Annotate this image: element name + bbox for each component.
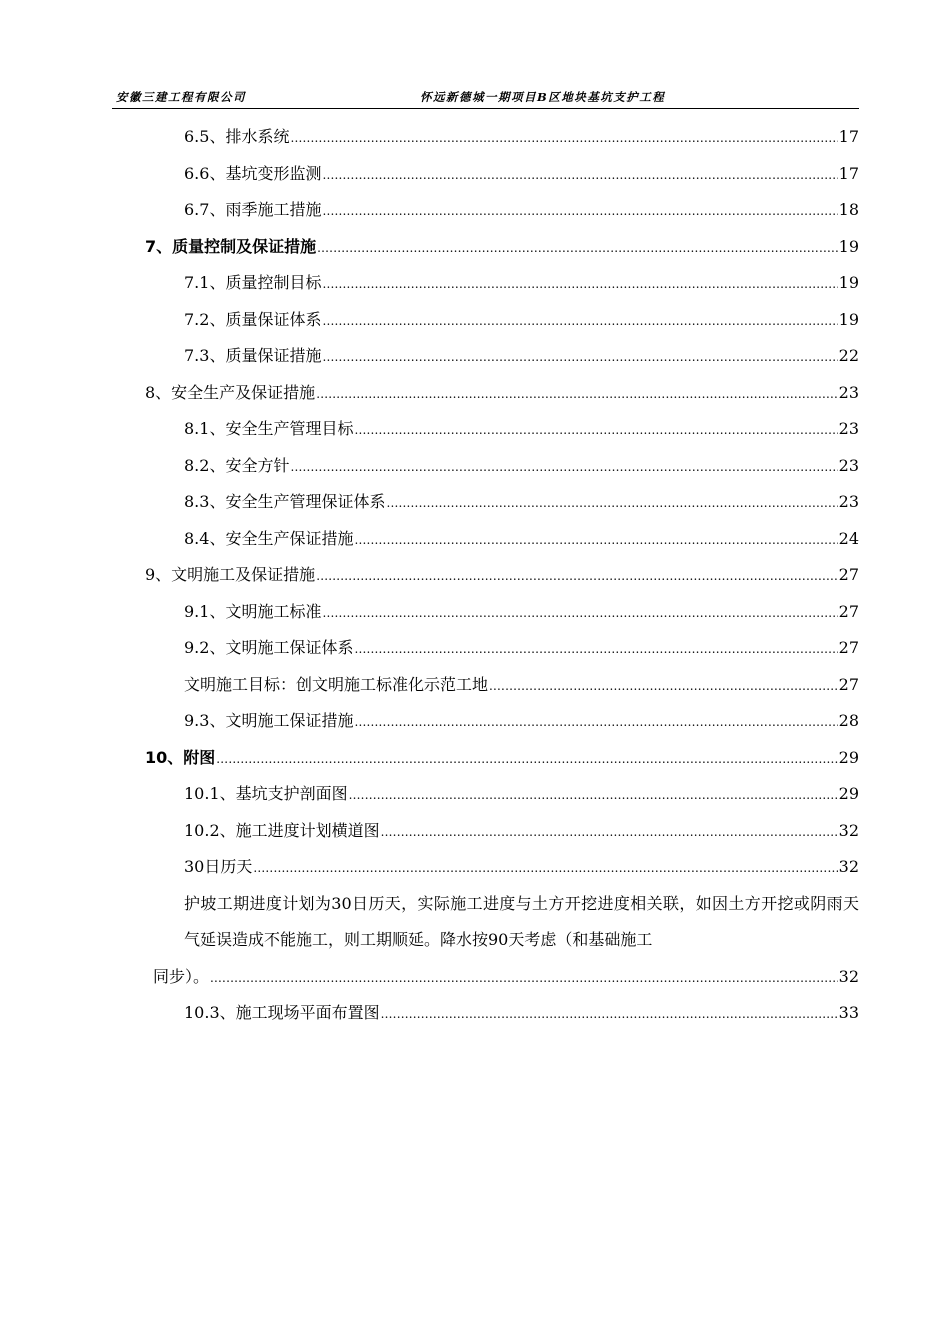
toc-entry-title: 7.1、质量控制目标 [184,273,322,292]
toc-entry[interactable] [145,776,859,813]
toc-entry-title: 8.4、安全生产保证措施 [184,528,354,548]
toc-entry-title: 6.6、基坑变形监测 [184,163,322,183]
toc-leader-dots [253,849,837,887]
toc-page-number: 19 [838,309,859,329]
toc-entry-title: 10.2、施工进度计划横道图 [184,820,380,840]
toc-leader-dots [322,156,837,194]
toc-page-number: 23 [838,492,859,511]
toc-page-number: 23 [838,382,859,402]
toc-entry-title: 9.3、文明施工保证措施 [184,711,354,730]
company-name: 安徽三建工程有限公司 [116,90,246,104]
toc-page-number: 32 [838,966,859,986]
toc-leader-dots [290,448,837,486]
toc-leader-dots [349,776,838,814]
toc-paragraph-text: 护坡工期进度计划为30日历天，实际施工进度与土方开挖进度相关联，如因土方开挖或阴雨天气延误造成不能施工，则工期顺延。降水按90天考虑（和基础施工 [184,893,859,949]
toc-page-number: 27 [838,565,859,584]
toc-paragraph-last-line[interactable] [145,959,859,996]
toc-leader-dots [381,813,838,851]
toc-page-number: 23 [838,419,859,438]
toc-entry-title: 8.3、安全生产管理保证体系 [184,492,386,511]
toc-entry-title: 9.1、文明施工标准 [184,601,322,621]
toc-chapter-entry[interactable] [145,375,859,412]
toc-leader-dots [354,703,837,741]
toc-leader-dots [381,995,838,1033]
toc-page-number: 29 [838,784,859,803]
toc-entry-title: 6.5、排水系统 [184,127,290,146]
toc-page-number: 32 [838,857,859,876]
toc-entry[interactable] [145,338,859,375]
toc-entry-title: 7.3、质量保证措施 [184,346,322,365]
toc-entry-title: 30日历天 [184,857,253,876]
toc-chapter-entry[interactable] [145,229,859,266]
toc-page-number: 29 [838,747,859,767]
toc-leader-dots [322,302,837,340]
toc-entry-title: 8.2、安全方针 [184,455,290,475]
toc-page-number: 27 [838,638,859,657]
toc-entry[interactable] [145,484,859,521]
toc-leader-dots [316,375,837,413]
toc-page-number: 33 [838,1003,859,1022]
toc-page-number: 19 [838,273,859,292]
toc-paragraph[interactable] [145,886,859,959]
toc-entry-title: 8.1、安全生产管理目标 [184,419,354,438]
toc-entry-title: 7.2、质量保证体系 [184,309,322,329]
toc-page-number: 19 [838,236,859,256]
toc-page-number: 32 [838,820,859,840]
toc-leader-dots [322,338,837,376]
toc-entry-title: 9、文明施工及保证措施 [145,565,316,584]
toc-leader-dots [290,119,837,157]
toc-leader-dots [216,740,837,778]
toc-page-number: 17 [838,163,859,183]
toc-page-number: 22 [838,346,859,365]
toc-entry[interactable] [145,411,859,448]
toc-entry[interactable] [145,667,859,704]
toc-entry[interactable] [145,813,859,850]
toc-leader-dots [316,557,837,595]
toc-entry[interactable] [145,630,859,667]
toc-leader-dots [322,594,837,632]
toc-entry-title: 10、附图 [145,747,216,767]
toc-page-number: 27 [838,601,859,621]
toc-leader-dots [354,411,837,449]
project-name: 怀远新德城一期项目B区地块基坑支护工程 [420,90,666,104]
toc-entry-title: 7、质量控制及保证措施 [145,236,317,256]
toc-leader-dots [354,521,837,559]
toc-entry[interactable] [145,302,859,339]
toc-entry[interactable] [145,703,859,740]
toc-page-number: 17 [838,127,859,146]
table-of-contents [145,119,859,1032]
toc-entry-title: 8、安全生产及保证措施 [145,382,316,402]
toc-leader-dots [322,192,837,230]
toc-page-number: 27 [838,674,859,694]
toc-entry-title: 6.7、雨季施工措施 [184,200,322,219]
toc-entry[interactable] [145,192,859,229]
toc-leader-dots [354,630,837,668]
toc-entry-title: 9.2、文明施工保证体系 [184,638,354,657]
toc-entry[interactable] [145,265,859,302]
toc-entry[interactable] [145,448,859,485]
toc-leader-dots [489,667,838,705]
toc-entry[interactable] [145,995,859,1032]
page-header [112,86,859,109]
toc-entry-title: 文明施工目标：创文明施工标准化示范工地 [184,674,489,694]
toc-entry[interactable] [145,119,859,156]
toc-leader-dots [322,265,837,303]
toc-entry[interactable] [145,156,859,193]
toc-page-number: 28 [838,711,859,730]
toc-page-number: 23 [838,455,859,475]
toc-chapter-entry[interactable] [145,740,859,777]
toc-entry-title: 10.1、基坑支护剖面图 [184,784,348,803]
toc-entry[interactable] [145,521,859,558]
toc-chapter-entry[interactable] [145,557,859,594]
toc-entry-title: 10.3、施工现场平面布置图 [184,1003,380,1022]
toc-paragraph-tail: 同步）。 [153,966,210,986]
toc-leader-dots [317,229,838,267]
toc-leader-dots [210,959,838,997]
toc-page-number: 24 [838,528,859,548]
toc-entry[interactable] [145,594,859,631]
toc-entry[interactable] [145,849,859,886]
toc-page-number: 18 [838,200,859,219]
toc-leader-dots [386,484,837,522]
